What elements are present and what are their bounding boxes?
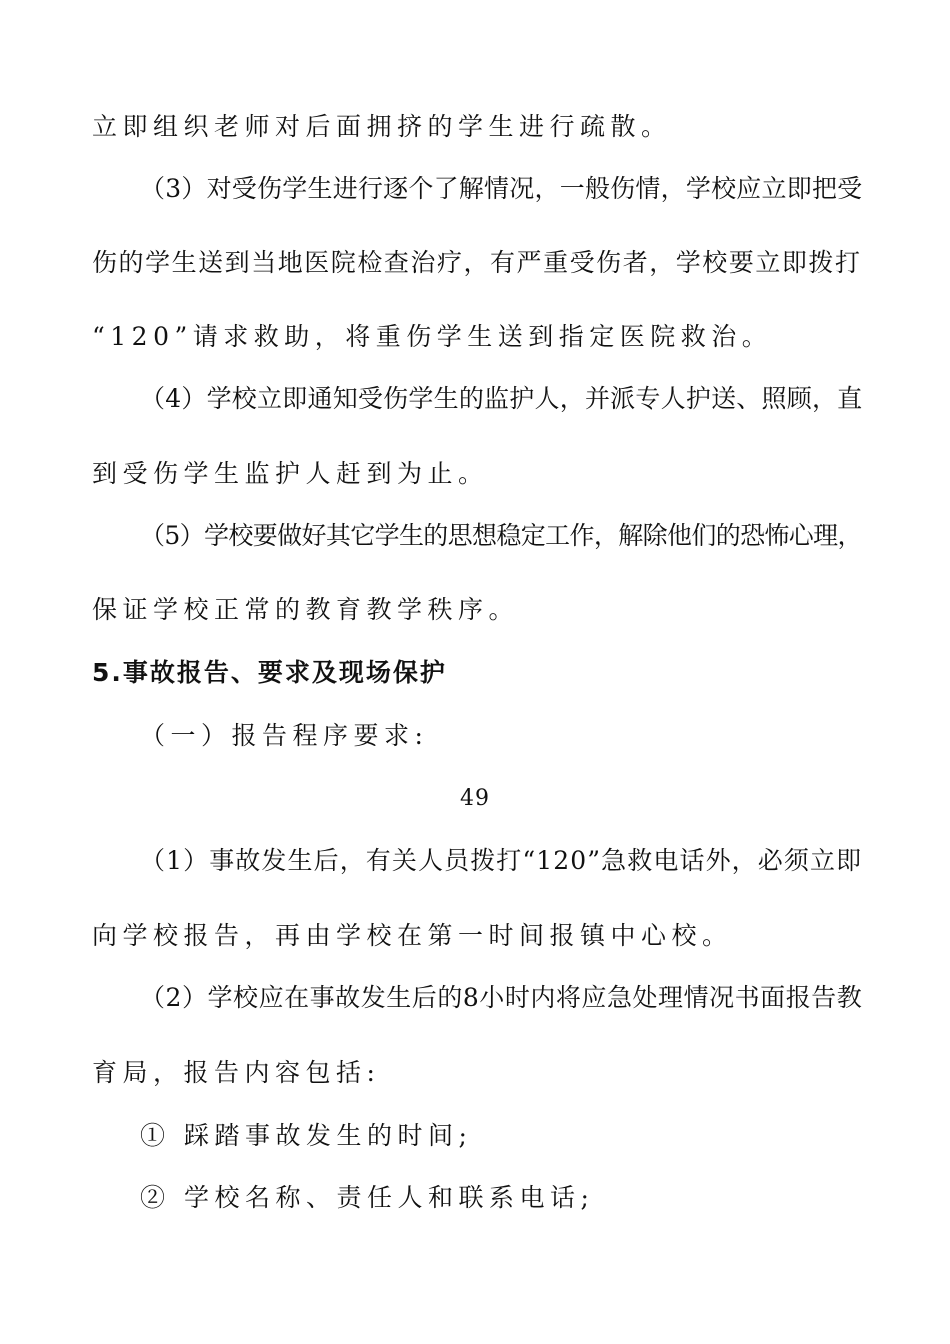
paragraph-line: 保证学校正常的教育教学秩序。 (92, 595, 520, 624)
paragraph-line: 到受伤学生监护人赶到为止。 (92, 459, 489, 488)
paragraph-line: 伤的学生送到当地医院检查治疗，有严重受伤者，学校要立即拨打 (92, 248, 862, 277)
section-heading: 5.事故报告、要求及现场保护 (92, 658, 447, 687)
paragraph-line: （4）学校立即通知受伤学生的监护人，并派专人护送、照顾，直 (140, 384, 863, 413)
paragraph-line: 向学校报告，再由学校在第一时间报镇中心校。 (92, 921, 733, 950)
paragraph-line: （2）学校应在事故发生后的8小时内将应急处理情况书面报告教 (140, 983, 863, 1012)
paragraph-line: 立即组织老师对后面拥挤的学生进行疏散。 (92, 112, 672, 141)
page-number: 49 (460, 786, 490, 811)
list-item: ① 踩踏事故发生的时间; (140, 1121, 473, 1150)
subsection-heading: （一）报告程序要求: (140, 721, 429, 750)
paragraph-line: （5）学校要做好其它学生的思想稳定工作，解除他们的恐怖心理， (140, 521, 862, 550)
paragraph-line: （3）对受伤学生进行逐个了解情况，一般伤情，学校应立即把受 (140, 174, 863, 203)
paragraph-line: 育局，报告内容包括: (92, 1058, 381, 1087)
paragraph-line: （1）事故发生后，有关人员拨打“120”急救电话外，必须立即 (140, 846, 863, 875)
paragraph-line: “120”请求救助，将重伤学生送到指定医院救治。 (92, 322, 773, 351)
list-item: ② 学校名称、责任人和联系电话; (140, 1183, 595, 1212)
